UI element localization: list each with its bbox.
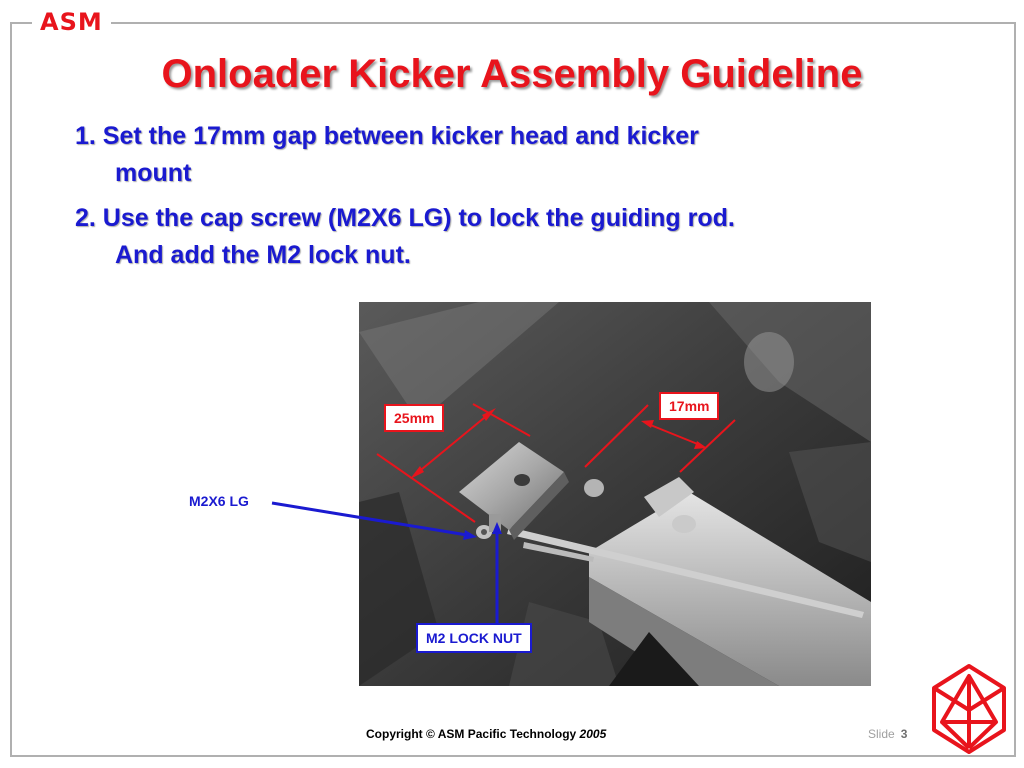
step-2-line-1: 2. Use the cap screw (M2X6 LG) to lock the guiding rod. — [75, 204, 735, 232]
dim-17-label: 17mm — [659, 392, 719, 420]
screw-pointer-line — [272, 503, 467, 535]
slide-label: Slide — [868, 727, 895, 741]
copyright-year: 2005 — [579, 727, 607, 741]
step-1-line-1: 1. Set the 17mm gap between kicker head and kicker — [75, 122, 699, 150]
dim-25-label: 25mm — [384, 404, 444, 432]
slide-number-value: 3 — [900, 727, 908, 741]
dim-17-extension-left — [585, 405, 648, 467]
nut-label: M2 LOCK NUT — [416, 623, 532, 653]
copyright-footer — [366, 727, 606, 741]
slide-number — [868, 727, 907, 741]
screw-label: M2X6 LG — [189, 493, 249, 509]
dim-25-extension-left — [377, 454, 475, 522]
dim-17-arrow-left — [641, 420, 654, 428]
brand-label: ASM — [32, 8, 111, 36]
slide-title: Onloader Kicker Assembly Guideline — [161, 52, 863, 96]
nut-pointer-arrow — [492, 522, 502, 534]
copyright-text: Copyright © ASM Pacific Technology — [366, 727, 577, 741]
step-2-line-2: And add the M2 lock nut. — [115, 241, 411, 269]
dim-17-extension-right — [680, 420, 735, 472]
dim-17-line — [648, 424, 700, 445]
asm-pyramid-logo-icon — [928, 662, 1010, 756]
screw-pointer-arrow — [463, 530, 477, 540]
dim-17-arrow-right — [694, 441, 707, 449]
step-1-line-2: mount — [115, 159, 192, 187]
